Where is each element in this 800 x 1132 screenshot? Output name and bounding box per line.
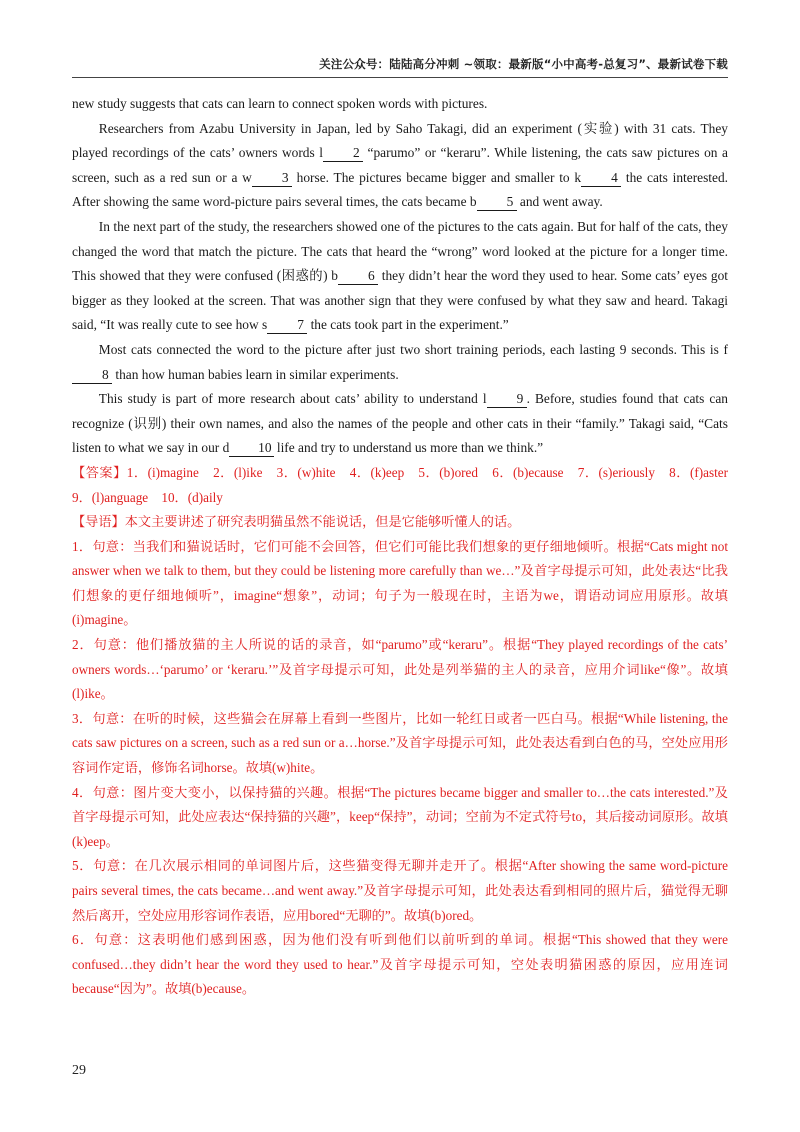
header-divider — [72, 77, 728, 78]
passage-paragraph-1 — [72, 117, 728, 215]
answer-label: 【答案】 — [72, 464, 127, 480]
passage-text: Researchers from Azabu University in Japan, led by Saho Takagi, did an experiment (实验) with 31 cats. They played recordings of the cats’ owners words l — [72, 120, 728, 161]
explanation-2: 2．句意：他们播放猫的主人所说的话的录音，如“parumo”或“keraru”。根据“They played recordings of the cats’ owners words…‘parumo’ or ‘keraru.’”及首字母提示可知，此处是列举猫的主人的录音，应用介词like“像”。故填(l)ike。 — [72, 637, 728, 702]
passage-text: horse. The pictures became bigger and smaller to k — [291, 169, 582, 185]
passage-paragraph-4 — [72, 387, 728, 461]
passage-paragraph-0: new study suggests that cats can learn to connect spoken words with pictures. — [72, 96, 488, 111]
explanation-1: 1．句意：当我们和猫说话时，它们可能不会回答，但它们可能比我们想象的更仔细地倾听。根据“Cats might not answer when we talk to them, but they could be listening more carefully than we…”及首字母提示可知，此处表达“比我们想象的更仔细地倾听”，imagine“想象”，动词；句子为一般现在时，主语为we，谓语动词应用原形。故填(i)magine。 — [72, 538, 728, 628]
passage-paragraph-2 — [72, 215, 728, 338]
answer-text: 1．(i)magine 2．(l)ike 3．(w)hite 4．(k)eep 5．(b)ored 6．(b)ecause 7．(s)eriously 8．(f)aster 9．(l)anguage 10．(d)aily — [72, 464, 742, 505]
passage-text: This study is part of more research about cats’ ability to understand l — [98, 391, 487, 407]
guide-text: 本文主要讲述了研究表明猫虽然不能说话，但是它能够听懂人的话。 — [124, 514, 521, 530]
passage-text: the cats interested. After showing the same word-picture pairs several times, the cats became b — [72, 169, 729, 210]
blank-10: 10 — [229, 440, 273, 457]
explanation-5: 5．句意：在几次展示相同的单词图片后，这些猫变得无聊并走开了。根据“After showing the same word-picture pairs several times, the cats became…and went away.”及首字母提示可知，此处表达看到相同的照片后，猫觉得无聊然后离开，空处应用形容词作表语，应用bored“无聊的”。故填(b)ored。 — [72, 858, 728, 923]
blank-7: 7 — [267, 317, 307, 334]
passage-text: than how human babies learn in similar experiments. — [112, 366, 399, 382]
blank-3: 3 — [252, 170, 292, 187]
blank-2: 2 — [323, 145, 363, 162]
passage-text: . Before, studies found that cats can recognize (识别) their own names, and also the names of the people and other cats in their “family.” Takagi said, “Cats listen to what we say in our d — [72, 391, 728, 456]
document-body — [72, 92, 742, 1002]
explanation-6: 6．句意：这表明他们感到困惑，因为他们没有听到他们以前听到的单词。根据“This showed that they were confused…they didn’t hear the word they used to hear.”及首字母提示可知，空处表明猫困惑的原因，应用连词because“因为”。故填(b)ecause。 — [72, 932, 728, 997]
guide-label: 【导语】 — [72, 514, 125, 530]
blank-9: 9 — [487, 391, 527, 408]
blank-6: 6 — [338, 268, 378, 285]
explanation-4: 4．句意：图片变大变小，以保持猫的兴趣。根据“The pictures became bigger and smaller to…the cats interested.”及首字母提示可知，此处应表达“保持猫的兴趣”，keep“保持”，动词；空前为不定式符号to，其后接动词原形。故填(k)eep。 — [72, 784, 728, 849]
page-number: 29 — [72, 1063, 86, 1078]
blank-8: 8 — [72, 367, 112, 384]
blank-5: 5 — [477, 194, 517, 211]
passage-text: the cats took part in the experiment.” — [307, 317, 509, 333]
blank-4: 4 — [581, 170, 621, 187]
answer-block — [72, 461, 742, 510]
passage-paragraph-3 — [72, 338, 728, 387]
explanation-3: 3．句意：在听的时候，这些猫会在屏幕上看到一些图片，比如一轮红日或者一匹白马。根据“While listening, the cats saw pictures on a screen, such as a red sun or a…horse.”及首字母提示可知，此处表达看到白色的马，空处应用形容词作定语，修饰名词horse。故填(w)hite。 — [72, 710, 728, 776]
page-header: 关注公众号：陆陆高分冲刺 ~领取：最新版“小中高考-总复习”、最新试卷下载 — [319, 57, 728, 71]
passage-text: Most cats connected the word to the picture after just two short training periods, each lasting 9 seconds. This is f — [98, 341, 728, 357]
passage-text: “parumo” or “keraru”. While listening, the cats saw pictures on a screen, such as a red sun or a w — [72, 145, 728, 185]
passage-text: In the next part of the study, the researchers showed one of the pictures to the cats again. But for half of the cats, they changed the word that match the picture. The cats that heard the “wrong” word looked at the picture for a longer time. This showed that they were confused (困惑的) b — [72, 218, 728, 284]
passage-text: they didn’t hear the word they used to hear. Some cats’ eyes got bigger as they looked at the screen. That was another sign that they were confused by what they saw and heard. Takagi said, “It was really cute to see how s — [72, 268, 728, 333]
guide-block — [72, 510, 728, 535]
passage-text: and went away. — [516, 194, 603, 210]
passage-text: life and try to understand us more than we think.” — [273, 440, 544, 456]
